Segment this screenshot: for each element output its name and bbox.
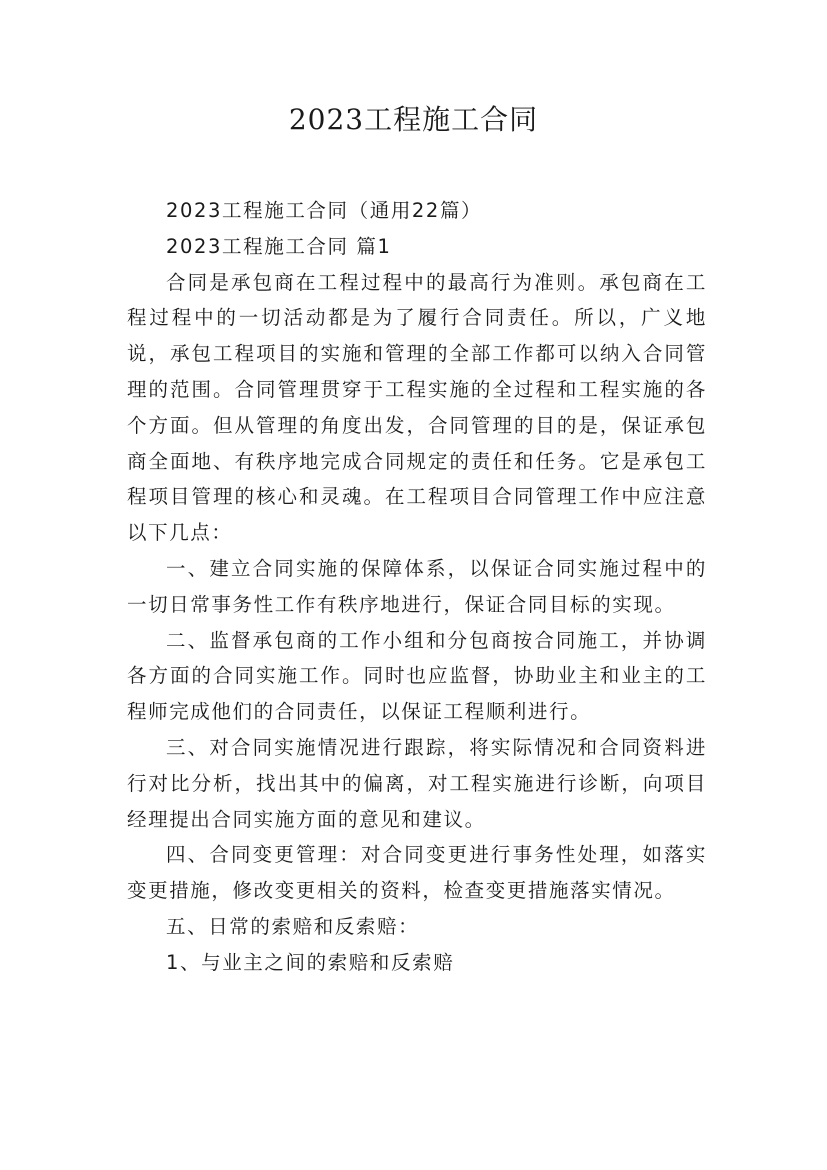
list-item: 1、与业主之间的索赔和反索赔 <box>166 950 455 974</box>
body-paragraph: 三、对合同实施情况进行跟踪，将实际情况和合同资料进行对比分析，找出其中的偏离，对工程实施进行诊断，向项目经理提出合同实施方面的意见和建议。 <box>127 735 707 831</box>
body-paragraph: 一、建立合同实施的保障体系，以保证合同实施过程中的一切日常事务性工作有秩序地进行，保证合同目标的实现。 <box>127 556 707 616</box>
document-body <box>127 193 707 981</box>
section-heading: 2023工程施工合同 篇1 <box>166 234 392 258</box>
subtitle-paragraph: 2023工程施工合同（通用22篇） <box>166 199 483 222</box>
document-title: 2023工程施工合同 <box>288 103 539 136</box>
body-paragraph: 四、合同变更管理：对合同变更进行事务性处理，如落实变更措施，修改变更相关的资料，检查变更措施落实情况。 <box>127 843 707 903</box>
body-paragraph: 合同是承包商在工程过程中的最高行为准则。承包商在工程过程中的一切活动都是为了履行合同责任。所以，广义地说，承包工程项目的实施和管理的全部工作都可以纳入合同管理的范围。合同管理贯穿于工程实施的全过程和工程实施的各个方面。但从管理的角度出发，合同管理的目的是，保证承包商全面地、有秩序地完成合同规定的责任和任务。它是承包工程项目管理的核心和灵魂。在工程项目合同管理工作中应注意以下几点： <box>127 270 707 545</box>
list-heading: 五、日常的索赔和反索赔： <box>166 914 420 938</box>
body-paragraph: 二、监督承包商的工作小组和分包商按合同施工，并协调各方面的合同实施工作。同时也应监督，协助业主和业主的工程师完成他们的合同责任，以保证工程顺利进行。 <box>127 628 707 724</box>
